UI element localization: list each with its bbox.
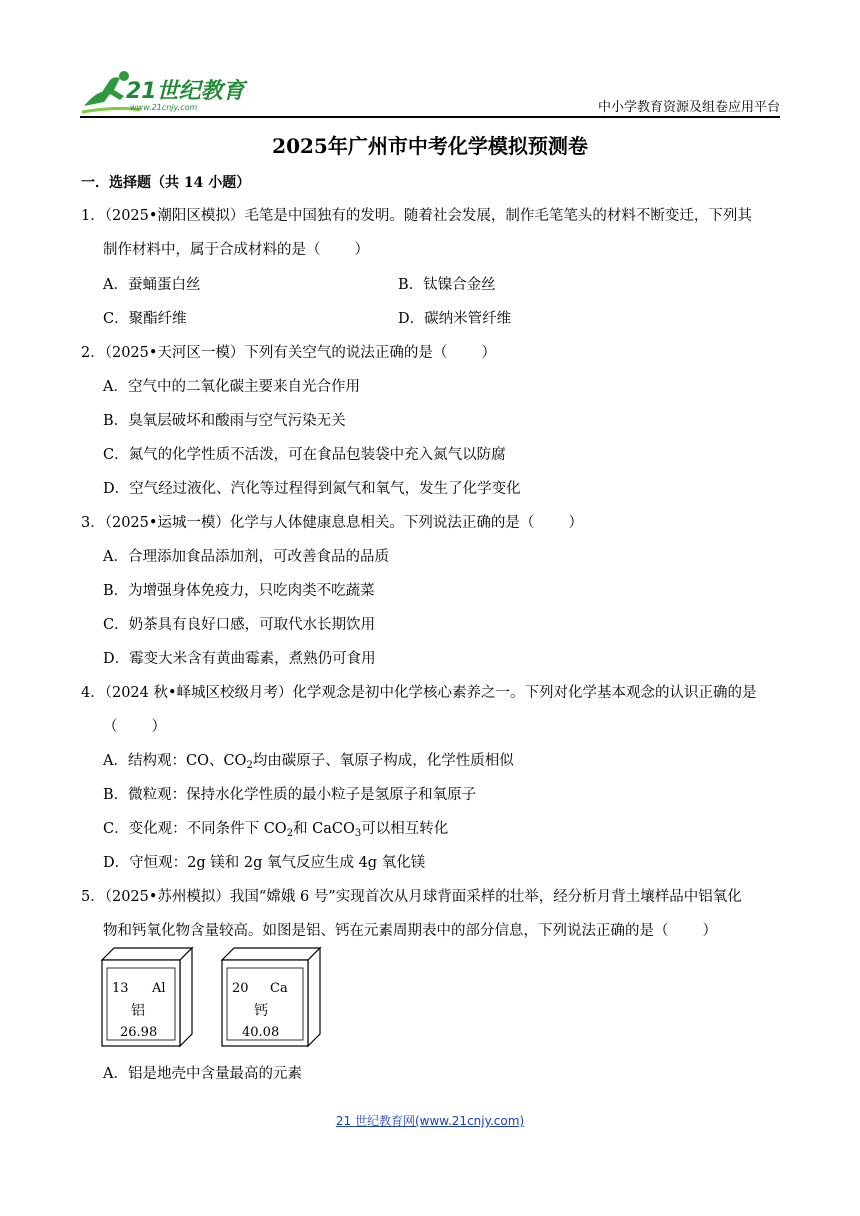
element-symbol: Al bbox=[152, 981, 166, 996]
question-2-option-a[interactable]: A．空气中的二氧化碳主要来自光合作用 bbox=[103, 379, 360, 395]
logo-url: www.21cnjy.com bbox=[130, 103, 198, 112]
element-card-aluminum bbox=[102, 948, 192, 1046]
question-3-option-d[interactable]: D．霉变大米含有黄曲霉素，煮熟仍可食用 bbox=[103, 651, 376, 667]
question-2-option-d[interactable]: D．空气经过液化、汽化等过程得到氮气和氧气，发生了化学变化 bbox=[103, 481, 521, 497]
logo-text: 21世纪教育 bbox=[126, 79, 245, 104]
question-4-option-b[interactable]: B．微粒观：保持水化学性质的最小粒子是氢原子和氧原子 bbox=[103, 787, 477, 803]
question-4-option-d[interactable]: D．守恒观：2g 镁和 2g 氧气反应生成 4g 氧化镁 bbox=[103, 855, 426, 871]
page-header bbox=[80, 66, 780, 118]
element-name: 铝 bbox=[131, 1003, 145, 1019]
question-3-option-b[interactable]: B．为增强身体免疫力，只吃肉类不吃蔬菜 bbox=[103, 583, 375, 599]
element-name: 钙 bbox=[254, 1003, 268, 1019]
question-1-option-a[interactable]: A．蚕蛹蛋白丝 bbox=[103, 277, 201, 293]
question-5-stem-cont: 物和钙氧化物含量较高。如图是铝、钙在元素周期表中的部分信息，下列说法正确的是（ ） bbox=[103, 923, 717, 939]
element-symbol: Ca bbox=[270, 981, 288, 996]
element-number: 13 bbox=[112, 981, 129, 996]
logo bbox=[80, 66, 250, 116]
question-4-option-c[interactable]: C．变化观：不同条件下 $CO_2$和 CaCO$_3$可以相互转化 bbox=[103, 821, 449, 839]
question-1-option-c[interactable]: C．聚酯纤维 bbox=[103, 311, 187, 327]
page-footer bbox=[0, 1112, 860, 1129]
question-3-option-c[interactable]: C．奶茶具有良好口感，可取代水长期饮用 bbox=[103, 617, 376, 633]
question-2-option-c[interactable]: C．氮气的化学性质不活泼，可在食品包装袋中充入氮气以防腐 bbox=[103, 447, 506, 463]
question-3-option-a[interactable]: A．合理添加食品添加剂，可改善食品的品质 bbox=[103, 549, 389, 565]
question-4-option-a[interactable]: A．结构观：CO、$CO_2$均由碳原子、氧原子构成，化学性质相似 bbox=[103, 753, 514, 771]
footer-link[interactable]: 21 世纪教育网(www.21cnjy.com) bbox=[335, 1114, 525, 1128]
header-divider bbox=[80, 116, 780, 118]
question-1-option-d[interactable]: D．碳纳米管纤维 bbox=[398, 311, 512, 327]
question-1-option-b[interactable]: B．钛镍合金丝 bbox=[398, 277, 496, 293]
element-mass: 40.08 bbox=[242, 1025, 280, 1040]
question-2-stem: 2．（2025•天河区一模）下列有关空气的说法正确的是（ ） bbox=[81, 345, 496, 361]
section-heading: 一．选择题（共 14 小题） bbox=[81, 175, 251, 191]
question-1-stem: 1．（2025•潮阳区模拟）毛笔是中国独有的发明。随着社会发展，制作毛笔笔头的材料不断变迁，下列其 bbox=[81, 208, 752, 224]
page-title: 2025年广州市中考化学模拟预测卷 bbox=[272, 134, 588, 158]
question-5-stem: 5．（2025•苏州模拟）我国“嫦娥 6 号”实现首次从月球背面采样的壮举，经分析月背土壤样品中铝氧化 bbox=[81, 889, 742, 905]
element-number: 20 bbox=[232, 981, 249, 996]
element-card-calcium bbox=[222, 948, 320, 1046]
question-4-stem-cont: （ ） bbox=[103, 719, 166, 735]
question-2-option-b[interactable]: B．臭氧层破坏和酸雨与空气污染无关 bbox=[103, 413, 346, 429]
question-1-stem-cont: 制作材料中，属于合成材料的是（ ） bbox=[103, 242, 369, 258]
element-cards-figure bbox=[100, 946, 330, 1050]
question-5-option-a[interactable]: A．铝是地壳中含量最高的元素 bbox=[103, 1066, 302, 1082]
platform-label: 中小学教育资源及组卷应用平台 bbox=[597, 100, 780, 115]
element-mass: 26.98 bbox=[120, 1025, 158, 1040]
question-4-stem: 4．（2024 秋•峄城区校级月考）化学观念是初中化学核心素养之一。下列对化学基本观念的认识正确的是 bbox=[81, 685, 757, 701]
question-3-stem: 3．（2025•运城一模）化学与人体健康息息相关。下列说法正确的是（ ） bbox=[81, 515, 583, 531]
